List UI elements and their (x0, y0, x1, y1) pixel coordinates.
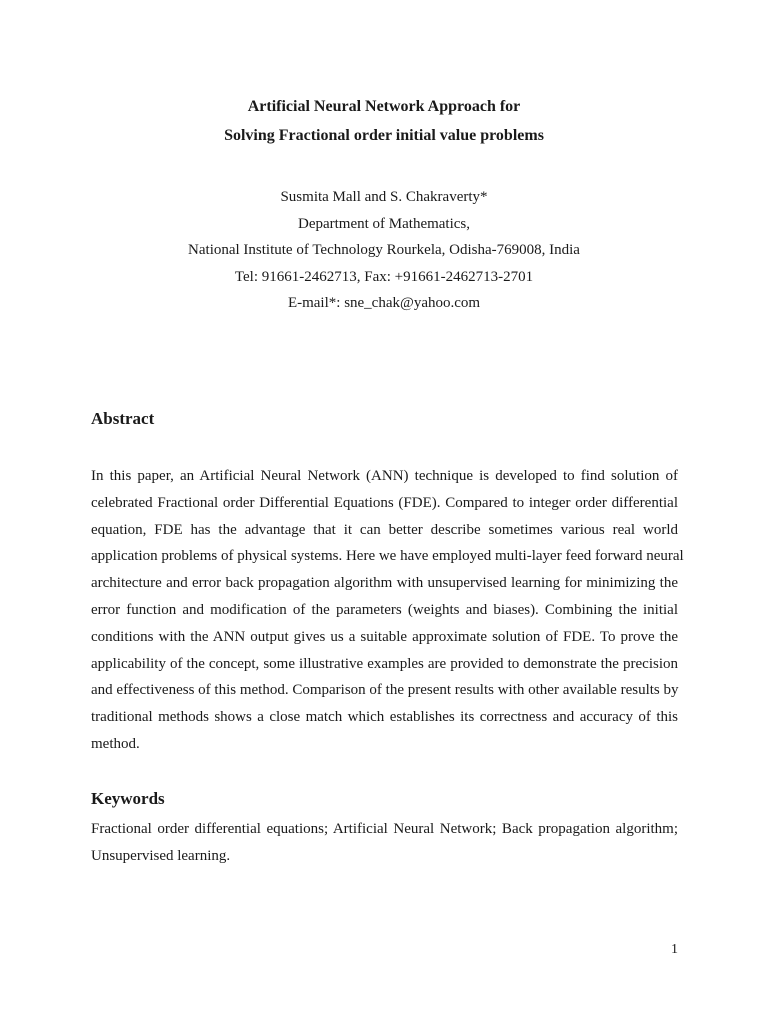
keywords-body (91, 816, 678, 870)
abstract-line: In this paper, an Artificial Neural Network (ANN) technique is developed to find solution of (91, 468, 678, 484)
abstract-line: conditions with the ANN output gives us a suitable approximate solution of FDE. To prove the (91, 628, 678, 645)
contact-email: E-mail*: sne_chak@yahoo.com (287, 295, 481, 311)
keywords-line: Fractional order differential equations; Artificial Neural Network; Back propagation algorithm; (91, 821, 678, 837)
department: Department of Mathematics, (297, 215, 471, 232)
keywords-heading: Keywords (91, 789, 165, 808)
author-names: Susmita Mall and S. Chakraverty* (280, 189, 488, 205)
abstract-line: celebrated Fractional order Differential Equations (FDE). Compared to integer order differential (91, 494, 678, 511)
abstract-line: method. (91, 735, 140, 752)
abstract-line: applicability of the concept, some illustrative examples are provided to demonstrate the precision (91, 655, 678, 672)
abstract-line: equation, FDE has the advantage that it can better describe sometimes various real world (91, 521, 678, 538)
paper-title (0, 92, 768, 150)
author-affiliation-block (0, 184, 768, 317)
title-line: Artificial Neural Network Approach for (247, 98, 521, 115)
abstract-heading: Abstract (91, 409, 155, 428)
abstract-line: traditional methods shows a close match which establishes its correctness and accuracy of this (91, 709, 678, 726)
title-line: Solving Fractional order initial value problems (224, 127, 544, 144)
page-number: 1 (671, 942, 678, 957)
institution: National Institute of Technology Rourkela, Odisha-769008, India (188, 242, 580, 258)
contact-phone: Tel: 91661-2462713, Fax: +91661-2462713-2701 (234, 268, 534, 285)
keywords-line: Unsupervised learning. (91, 848, 231, 864)
abstract-line: application problems of physical systems. Here we have employed multi-layer feed forward neural (91, 548, 684, 565)
abstract-line: and effectiveness of this method. Comparison of the present results with other available results by (91, 682, 679, 699)
abstract-line: error function and modification of the parameters (weights and biases). Combining the initial (91, 601, 678, 618)
abstract-line: architecture and error back propagation algorithm with unsupervised learning for minimizing the (91, 575, 678, 592)
abstract-body (91, 463, 684, 758)
